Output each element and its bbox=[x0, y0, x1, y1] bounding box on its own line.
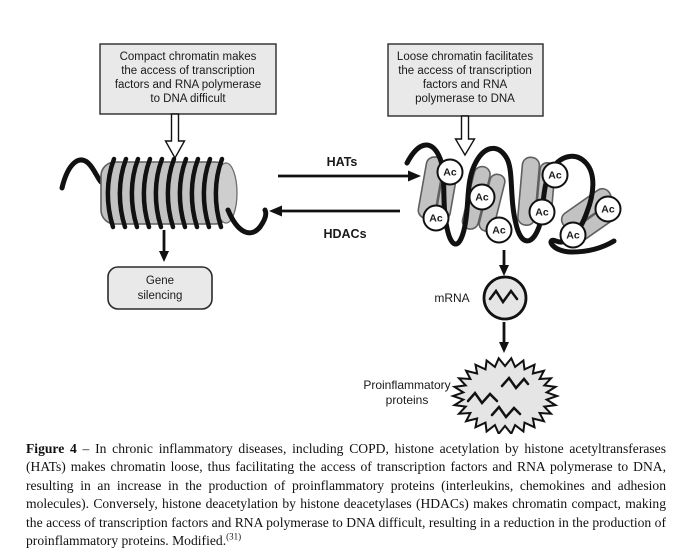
mrna-arrow bbox=[499, 250, 509, 276]
acetyl-badge-8 bbox=[596, 197, 621, 222]
gene-silencing-arrow bbox=[159, 230, 169, 262]
loose-chromatin-illustration bbox=[407, 145, 623, 252]
acetyl-label: Ac bbox=[429, 212, 443, 225]
hollow-down-arrow-left bbox=[166, 114, 185, 158]
acetyl-badge-2 bbox=[424, 206, 449, 231]
loose-box-line2: the access of transcription bbox=[398, 65, 532, 77]
proteins-arrow bbox=[499, 322, 509, 353]
acetyl-label: Ac bbox=[601, 203, 615, 216]
proteins-arrow-head bbox=[499, 342, 509, 353]
acetyl-label: Ac bbox=[443, 166, 457, 179]
loose-box-line3: factors and RNA bbox=[422, 79, 508, 91]
caption-separator: – bbox=[76, 441, 96, 456]
caption-citation: (31) bbox=[226, 531, 242, 542]
proteins-label-line1: Proinflammatory bbox=[363, 378, 451, 392]
acetyl-badge-5 bbox=[543, 163, 568, 188]
hats-arrow-head bbox=[408, 171, 421, 182]
mrna-label: mRNA bbox=[434, 291, 470, 305]
gene-box-line2: silencing bbox=[137, 290, 183, 302]
gene-silencing-box bbox=[108, 267, 212, 309]
compact-box-line1: Compact chromatin makes bbox=[119, 51, 257, 63]
compact-chromatin-illustration bbox=[62, 159, 266, 233]
mrna-arrow-head bbox=[499, 265, 509, 276]
compact-chromatin-box bbox=[100, 44, 276, 114]
hdacs-arrow bbox=[269, 206, 400, 242]
dna-tail-left bbox=[62, 160, 101, 188]
acetyl-badge-7 bbox=[561, 223, 586, 248]
caption-body: In chronic inflammatory diseases, including COPD, histone acetylation by histone acetyltransferases (HATs) makes chromatin loose, thus facilitating the access of transcription factors and RNA polymerase to DNA, resulting in an increase in the production of proinflammatory proteins (interleukins, chemokines and adhesion molecules). Conversely, histone deacetylation by histone deacetylases (HDACs) makes chromatin compact, making the access of transcription factors and RNA polymerase to DNA difficult, resulting in a reduction in the production of proinflammatory proteins. Modified. bbox=[26, 441, 666, 549]
mrna-symbol bbox=[434, 277, 526, 319]
gene-arrow-head bbox=[159, 251, 169, 262]
acetyl-badge-1 bbox=[438, 160, 463, 185]
figure-number: Figure 4 bbox=[26, 441, 77, 456]
acetyl-label: Ac bbox=[566, 229, 580, 242]
compact-box-line4: to DNA difficult bbox=[150, 93, 226, 105]
acetyl-label: Ac bbox=[492, 224, 506, 237]
proinflammatory-proteins-symbol bbox=[363, 358, 557, 433]
acetyl-label: Ac bbox=[475, 191, 489, 204]
compact-box-line3: factors and RNA polymerase bbox=[114, 79, 262, 91]
acetyl-label: Ac bbox=[535, 206, 549, 219]
gene-box-frame bbox=[108, 267, 212, 309]
compact-box-line2: the access of transcription bbox=[121, 65, 255, 77]
acetyl-badge-6 bbox=[530, 200, 555, 225]
loose-box-line1: Loose chromatin facilitates bbox=[396, 51, 534, 63]
loose-chromatin-box bbox=[388, 44, 543, 116]
hollow-down-arrow-right bbox=[456, 116, 475, 155]
hdacs-label: HDACs bbox=[323, 227, 367, 241]
gene-box-line1: Gene bbox=[145, 275, 175, 287]
hats-arrow bbox=[278, 155, 421, 182]
hats-label: HATs bbox=[326, 155, 358, 169]
hdacs-arrow-head bbox=[269, 206, 282, 217]
acetyl-badge-3 bbox=[470, 185, 495, 210]
acetyl-label: Ac bbox=[548, 169, 562, 182]
figure-caption bbox=[26, 440, 666, 551]
acetyl-badge-4 bbox=[487, 218, 512, 243]
loose-box-line4: polymerase to DNA bbox=[415, 93, 515, 105]
proteins-label-line2: proteins bbox=[385, 393, 429, 407]
protein-starburst bbox=[453, 358, 557, 433]
